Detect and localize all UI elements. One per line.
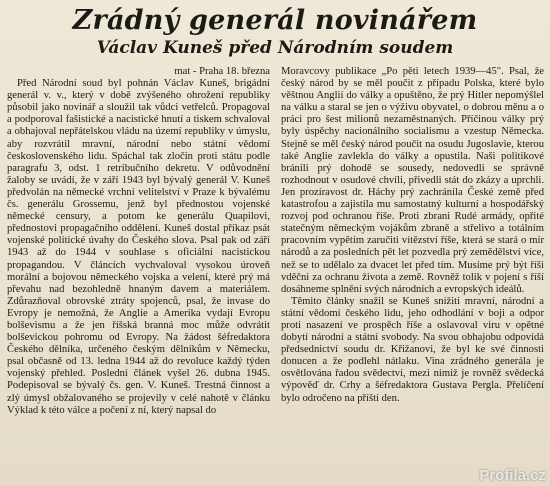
article-column-left (7, 66, 270, 486)
article-dateline: mat - Praha 18. března (174, 66, 270, 77)
article-headline: Zrádný generál novinářem (72, 5, 478, 36)
site-watermark: Profila.cz (479, 467, 546, 484)
article-column-right (281, 66, 544, 486)
article-paragraph: Před Národní soud byl pohnán Václav Kuneš, brigádní generál v. v., který v době zvýšeného ohrožení republiky působil jako novinář a sloužil tak vůdci vetřelců. Propagoval a podporoval fašistické a nacistické hnutí a tiskem schvaloval a obhajoval nepřátelskou vládu na území republiky v úmyslu, aby rozvrátil mravní, národní nebo státní vědomí československého lidu. Spáchal tak zločin proti státu podle paragrafu 3, odst. 1 retribučního dekretu. V odůvodnění žaloby se uvádí, že v září 1943 byl bývalý generál V. Kuneš předvolán na německé vrchní velitelství v Praze k bývalému čs. generálu Grossemu, jenž byl přednostou vojenské německé censury, a potom ke generálu Quapilovi, přednostovi propagačního oddělení. Kuneš dostal příkaz psát vojenské politické úvahy do Českého slova. Psal pak od září 1943 až do 1944 v souhlase s oficiální nacistickou propagandou. V článcích vychvaloval vysokou úroveň morální a bojovou německého vojska a velení, které prý má převahu nad bezohledně hnaným davem a materiálem. Zdůrazňoval obrovské ztráty spojenců, psal, že invase do Evropy je nemožná, že Anglie a Amerika vydají Evropu bolševismu a že jen říšská branná moc může odvrátit bolševickou pohromu od Evropy. Na žádost šéfredaktora Českého dělníka, určeného českým dělníkům v Německu, psal občasně od 13. ledna 1944 až do revoluce každý týden vojenský přehled. Poslední článek vyšel 26. dubna 1945. Podepisoval se bývalý čs. gen. V. Kuneš. Trestná činnost a zlý úmysl obžalovaného se projevily v celé nahotě v článku Výklad k této válce a počení z ní, který napsal do (7, 78, 270, 416)
article-paragraph: Těmito články snažil se Kuneš snížiti mravní, národní a státní vědomí českého lidu, jeho odhodlání v boji a odpor proti nasazení ve prospěch říše a oslavoval viru v opětné dobytí národní a státní svobody. Na svou obhajobu odpovídá předsednictví soudu dr. Křižanovi, že byl ke své činnosti donucen a že podlehl nátlaku. Vina zrádného generála je osvětlována řadou svědectví, mezi nimiž je rovněž svědecká výpověď dr. Crhy a šéfredaktora Gustava Pergla. Přelíčení bylo odročeno na příští den. (281, 295, 544, 404)
article-subheadline: Václav Kuneš před Národním soudem (96, 38, 454, 58)
article-paragraph: Moravcovy publikace „Po pěti letech 1939—45". Psal, že český národ by se měl poučit z případu Polska, které bylo věštnou Anglií do války a opuštěno, že prý Hitler nepomýšlel na válku a staral se jen o výživu obyvatel, o dobrou měnu a o práci pro šest milionů nezaměstnaných. Příčinou války prý byly úspěchy nacionálního socialismu a vzestup Německa. Stejně se měl český národ poučit na osudu Jugoslavie, kterou také Anglie zavlekla do války a opustila. Naši politikové bránili prý dohodě se sousedy, nedovedli se správně rozhodnout v osudové chvíli, přivedli stát do zkázy a uprchli. Jen prozíravost dr. Háchy prý zachránila České země před katastrofou a zajistila mu samostatný kulturní a hospodářský rozvoj pod ochranou říše. Proti zbrani Rudé armády, opřité statečným německým vojákům zbraně a střelivo a totálním pracovním vypětím zaručiti vítězství říše, která se stará o mír národů a za posledních pět let pozvedla prý zemědělství více, než se to udělalo za dvacet let před tím. Musíme prý být říši vděčni za ochranu života a země. Rovněž tolik v pojení s říší dosáhneme splnění svých národních a evropských ideálů. (281, 66, 544, 295)
